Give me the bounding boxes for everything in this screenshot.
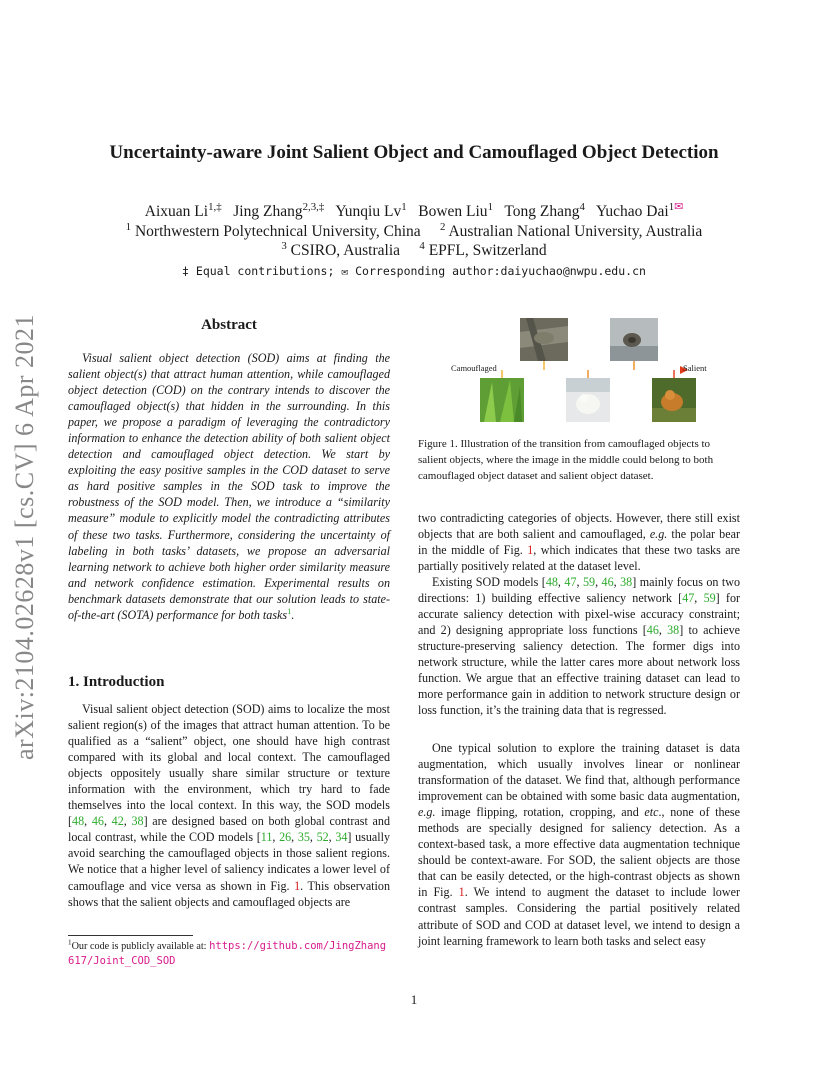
text-run: ,: [595, 575, 602, 589]
affiliation-mark: 2: [440, 220, 446, 233]
citation-link[interactable]: 38: [667, 623, 680, 638]
text-run: ] for accurate saliency detection with pixel-wise accuracy constraint; and 2) designing appropriate loss functions [: [418, 591, 741, 638]
text-run: ] are designed based on both global contrast and local contrast, while the COD models [: [68, 814, 390, 845]
author-affiliation-mark: 4: [579, 200, 585, 213]
text-run: ,: [291, 830, 298, 845]
author-affiliation-mark: 2,3,‡: [302, 200, 325, 213]
text-run: Visual salient object detection (SOD) aims to localize the most salient region(s) of the images that attract human attention. To be qualified as a “salient” object, one should have high contrast compared with its global and local context. The camouflaged objects oppositely usually share similar structure or texture information with the environment, which try hard to fade themselves into the local context. In this way, the SOD models [: [68, 702, 390, 829]
text-run: ,: [576, 575, 583, 589]
author-name: Jing Zhang: [233, 203, 303, 220]
citation-link[interactable]: 59: [582, 575, 596, 589]
footnote: [68, 939, 390, 969]
citation-link[interactable]: 34: [335, 830, 348, 845]
text-run: ] to achieve structure-preserving saliency detection. The former digs into network structure, while the latter cares more about network loss function. We argue that an effective training dataset can lead to more performance gain in addition to network structure design or loss function, it’s the training data that is regressed.: [418, 623, 741, 718]
affiliation-mark: 4: [419, 239, 425, 252]
citation-link[interactable]: 35: [297, 830, 310, 845]
text-run: ,: [613, 575, 621, 589]
citation-link[interactable]: 46: [646, 623, 659, 638]
photo-camouflaged-lizard-on-bark: [520, 318, 568, 361]
affiliation-line: [0, 239, 828, 260]
affiliation-mark: 1: [125, 220, 132, 233]
contribution-note: ‡ Equal contributions; ✉ Corresponding author:daiyuchao@nwpu.edu.cn: [182, 264, 646, 278]
author-list: [0, 200, 828, 221]
text-run: One typical solution to explore the training dataset is data augmentation, which usually involves linear or nonlinear transformation of the dataset. We find that, although performance improvement can be obtained with some basic data augmentation,: [418, 741, 740, 804]
text-run: e.g.: [649, 527, 668, 542]
text-run: etc: [644, 805, 659, 820]
footnote-link[interactable]: 1: [287, 605, 292, 616]
photo-dog-on-grass: [652, 378, 696, 422]
author-name: Tong Zhang: [504, 203, 580, 220]
affiliation-text: Northwestern Polytechnical University, China: [134, 223, 421, 240]
citation-link[interactable]: 48: [72, 814, 85, 829]
photo-polar-bear-in-snow: [566, 378, 610, 422]
abstract-text: [68, 350, 390, 623]
abstract-heading: Abstract: [201, 317, 257, 333]
affiliation-text: EPFL, Switzerland: [428, 242, 547, 259]
corresponding-author-icon: ✉: [674, 200, 684, 213]
text-run: image flipping, rotation, cropping, and: [435, 805, 645, 820]
citation-link[interactable]: 59: [703, 591, 716, 606]
citation-link[interactable]: 46: [601, 575, 614, 589]
footnote-mark: 1: [68, 938, 72, 947]
text-run: , which indicates that these two tasks are partially positively related at the dataset level.: [418, 543, 740, 574]
abstract-body: Visual salient object detection (SOD) aims at finding the salient object(s) that attract human attention, while camouflaged object detection (COD) on the contrary intends to discover the camouflaged object(s) that hidden in the surrounding. In this paper, we propose a paradigm of leveraging the contradictory information to enhance the detection ability of both salient object detection and camouflaged object detection. We start by exploiting the easy positive samples in the COD dataset to serve as hard positive samples in the SOD task to improve the robustness of the SOD model. Then, we introduce a “similarity measure” module to explicitly model the contradicting attributes of these two tasks. Furthermore, considering the uncertainty of labeling in both tasks’ datasets, we propose an adversarial learning network to achieve both higher order similarity measure and network confidence estimation. Experimental results on benchmark datasets demonstrate that our solution leads to state-of-the-art (SOTA) performance for both tasks: [68, 351, 390, 622]
figure-label-salient: Salient: [683, 363, 707, 373]
author-affiliation-mark: 1: [668, 200, 675, 213]
footnote-divider: [68, 935, 193, 936]
text-run: the polar bear in the middle of Fig.: [418, 527, 740, 558]
introduction-paragraph: [68, 701, 390, 910]
text-run: ,: [103, 814, 112, 829]
citation-link[interactable]: 38: [131, 814, 144, 829]
body-paragraph: [418, 574, 740, 718]
author-name: Bowen Liu: [418, 203, 488, 220]
author-affiliation-mark: 1: [401, 200, 407, 213]
citation-link[interactable]: 42: [111, 814, 124, 829]
photo-green-insect-on-grass: [480, 378, 524, 422]
text-run: Existing SOD models [: [432, 575, 546, 589]
figure-label-camouflaged: Camouflaged: [451, 363, 497, 373]
citation-link[interactable]: 38: [620, 575, 633, 589]
code-repository-link[interactable]: https://github.com/JingZhang617/Joint_COD_SOD: [68, 940, 387, 967]
text-run: . This observation shows that the salient objects and camouflaged objects are: [68, 878, 390, 909]
text-run: ,: [272, 830, 280, 845]
photo-snail-on-stone: [610, 318, 658, 361]
citation-link[interactable]: 47: [682, 591, 695, 606]
text-run: ] mainly focus on two directions: 1) building effective saliency network [: [418, 575, 741, 606]
paper-title: Uncertainty-aware Joint Salient Object and Camouflaged Object Detection: [109, 142, 719, 163]
page-number: 1: [410, 992, 418, 1007]
author-affiliation-mark: 1: [487, 200, 493, 213]
affiliation-line: [0, 220, 828, 241]
text-run: ,: [328, 830, 336, 845]
text-run: ,: [557, 575, 565, 589]
abstract-end: .: [291, 607, 295, 622]
author-name: Aixuan Li: [144, 203, 209, 220]
citation-link[interactable]: 46: [91, 814, 104, 829]
citation-link[interactable]: 47: [564, 575, 577, 589]
text-run: ,: [84, 814, 92, 829]
text-run: ,: [309, 830, 317, 845]
author-name: Yuchao Dai: [595, 203, 669, 220]
citation-link[interactable]: 26: [279, 830, 292, 845]
affiliation-text: CSIRO, Australia: [290, 242, 401, 259]
figure-link[interactable]: 1: [458, 885, 465, 900]
citation-link[interactable]: 52: [316, 830, 329, 845]
text-run: . We intend to augment the dataset to include lower contrast samples. Considering the partial positively related attribute of SOD and COD at dataset level, we intend to design a joint learning framework to learn both tasks and select easy: [418, 885, 740, 948]
figure-1-caption: Figure 1. Illustration of the transition from camouflaged objects to salient objects, where the image in the middle could belong to both camouflaged object dataset and salient object dataset.: [418, 438, 714, 482]
affiliation-text: Australian National University, Australia: [448, 223, 703, 240]
text-run: ., none of these methods are specially designed for saliency detection. As a context-based task, a more effective data augmentation technique should be context-aware. For SOD, the salient objects are those that can be easily detected, or the high-contrast objects as shown in Fig.: [418, 805, 740, 900]
section-heading-introduction: 1. Introduction: [68, 674, 165, 690]
author-name: Yunqiu Lv: [335, 203, 402, 220]
text-run: e.g.: [418, 805, 436, 820]
citation-link[interactable]: 11: [260, 830, 273, 845]
figure-1: [418, 312, 740, 427]
text-run: two contradicting categories of objects. However, there still exist objects that are both salient and camouflaged,: [418, 511, 740, 542]
text-run: ,: [694, 591, 704, 606]
footnote-text: Our code is publicly available at:: [71, 941, 207, 952]
figure-link[interactable]: 1: [294, 878, 301, 893]
citation-link[interactable]: 48: [545, 575, 558, 589]
affiliation-mark: 3: [281, 239, 287, 252]
body-paragraph: [418, 510, 740, 574]
figure-link[interactable]: 1: [527, 543, 534, 558]
arxiv-identifier: arXiv:2104.02628v1 [cs.CV] 6 Apr 2021: [10, 313, 39, 760]
body-paragraph: [418, 740, 740, 949]
author-affiliation-mark: 1,‡: [208, 200, 222, 213]
text-run: ,: [123, 814, 132, 829]
text-run: ,: [658, 623, 668, 638]
text-run: ] usually avoid searching the camouflaged objects in those salient regions. We notice that a higher level of saliency indicates a lower level of camouflage and vice versa as shown in Fig.: [68, 830, 390, 893]
